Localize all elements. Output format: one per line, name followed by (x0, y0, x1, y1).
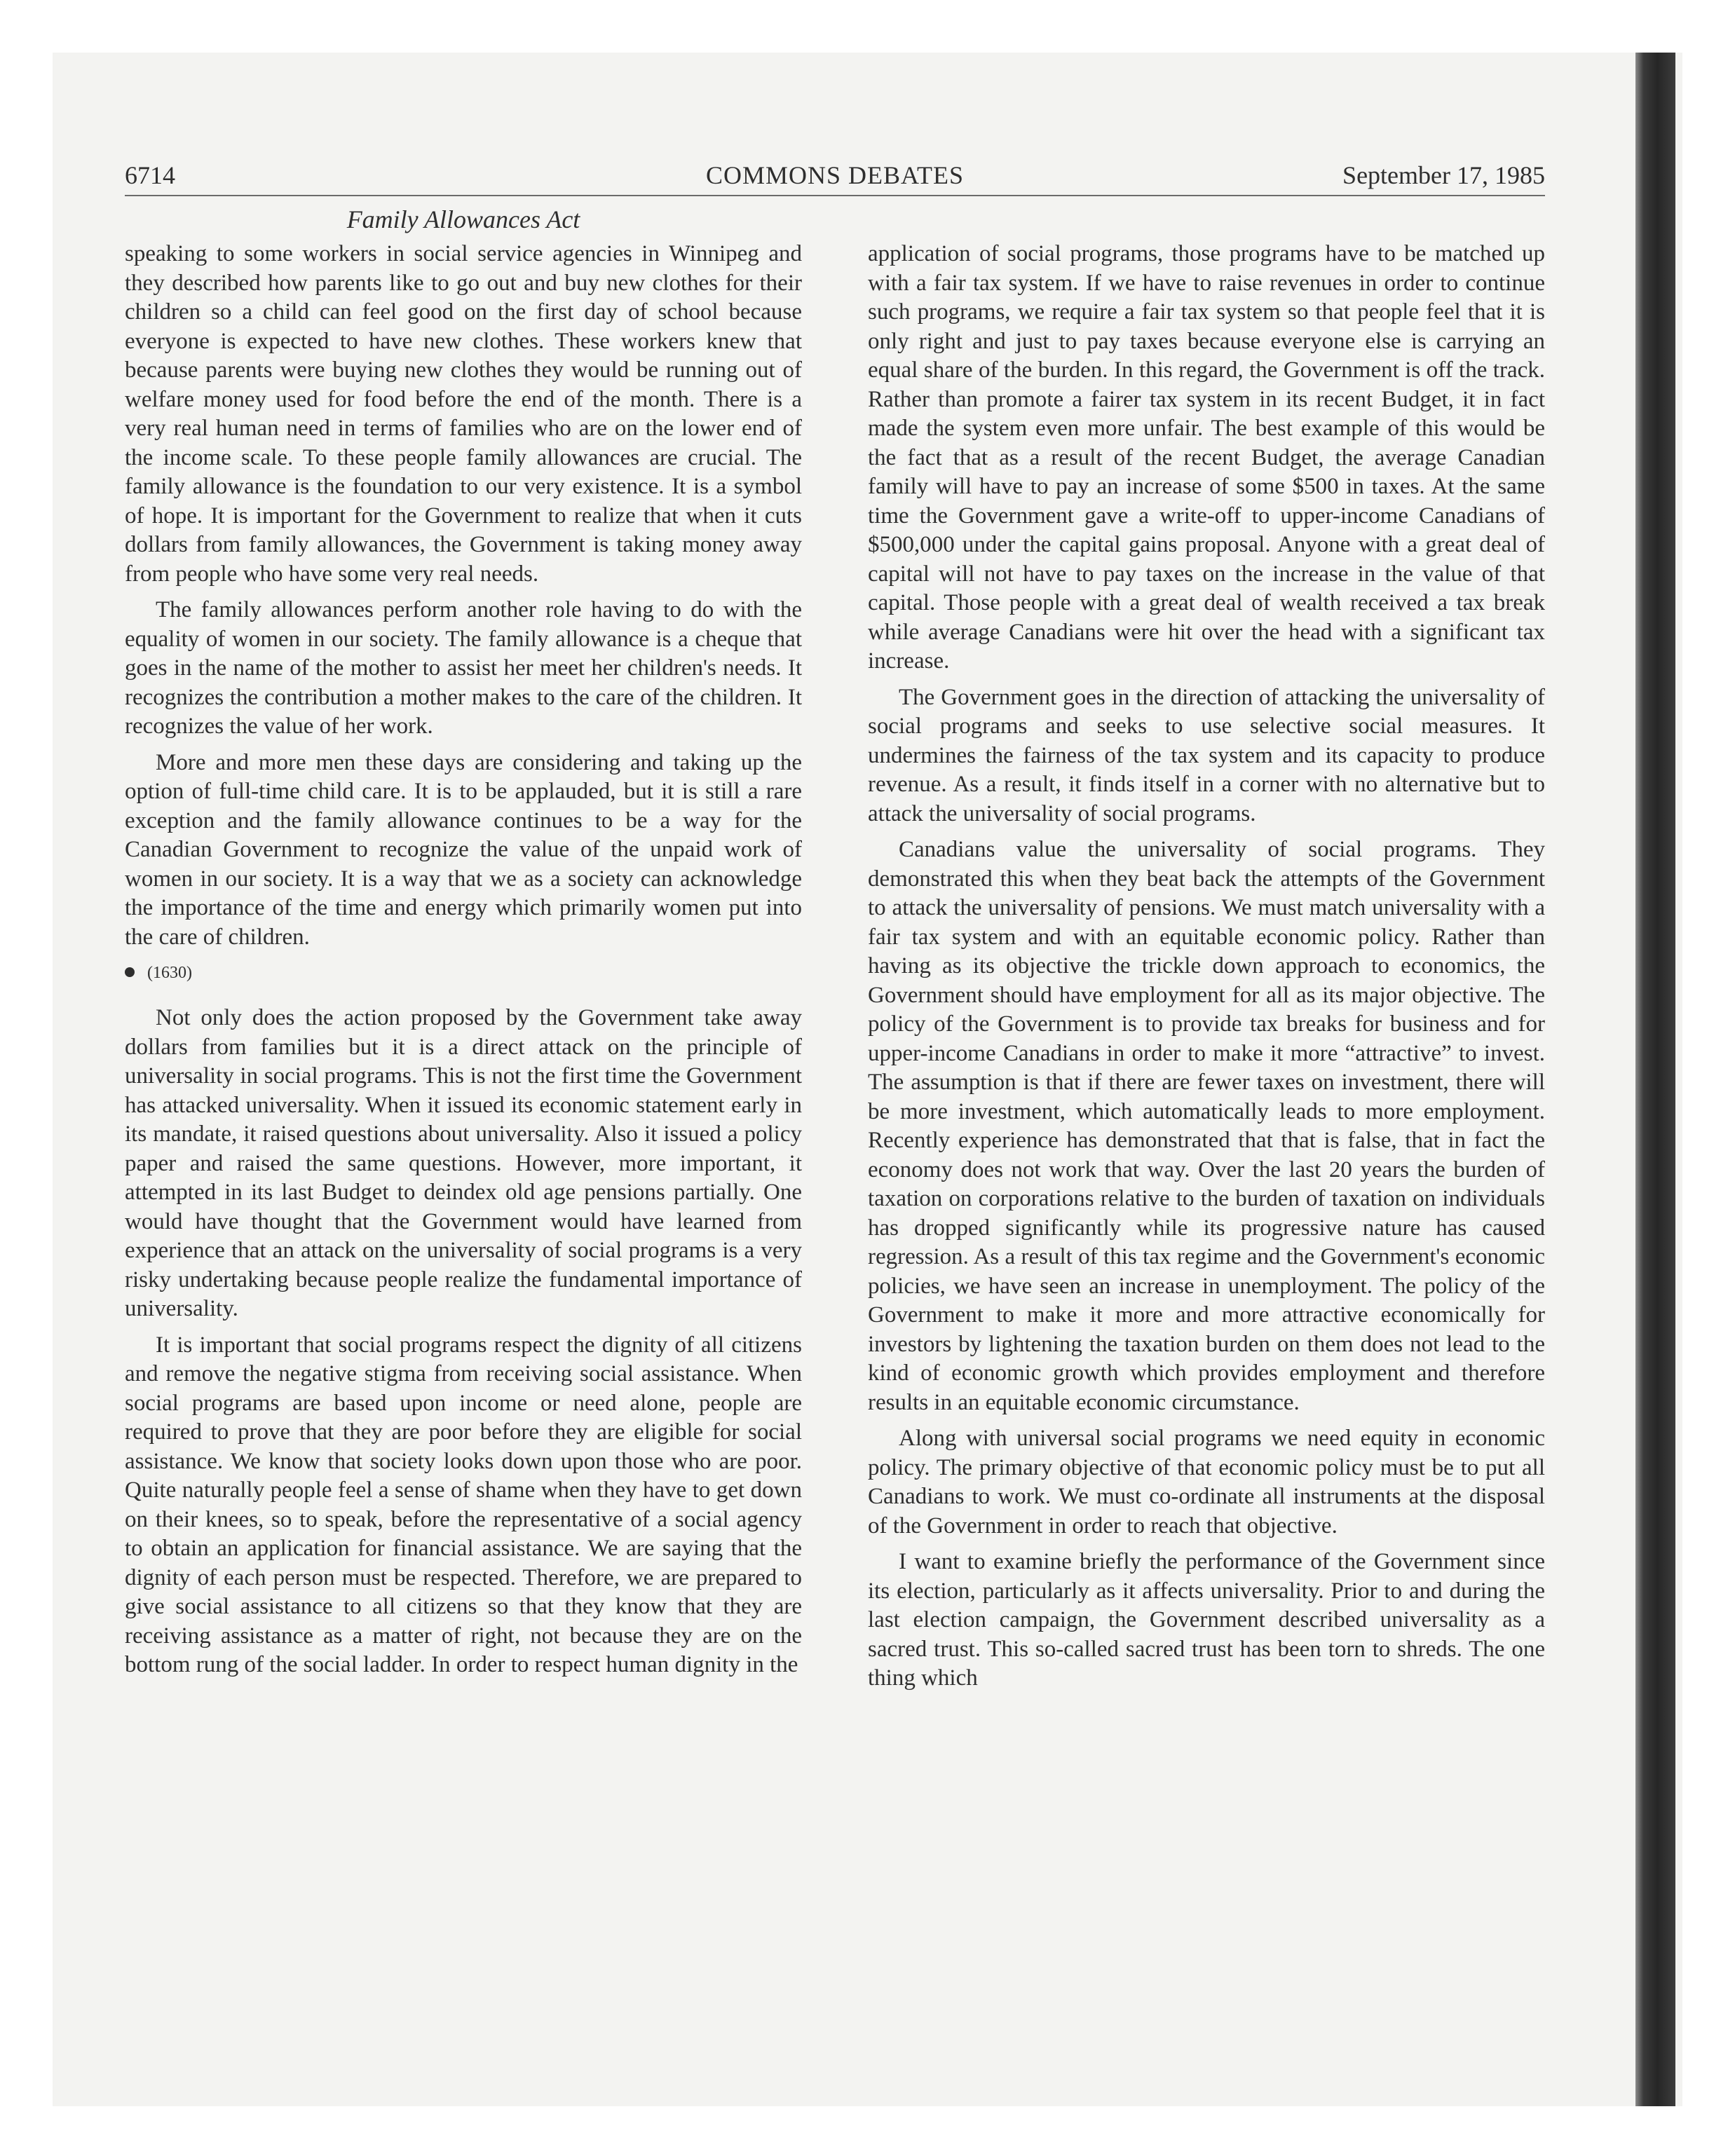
paragraph: speaking to some workers in social service agencies in Winnipeg and they described how parents like to go out and buy new clothes for their children so a child can feel good on the first day of school because everyone is expected to have new clothes. These workers knew that because parents were buying new clothes they would be running out of welfare money used for food before the end of the month. There is a very real human need in terms of families who are on the lower end of the income scale. To these people family allowances are crucial. The family allowance is the foundation to our very existence. It is a symbol of hope. It is important for the Government to realize that when it cuts dollars from family allowances, the Government is taking money away from people who have some very real needs. (125, 241, 802, 587)
paragraph: The family allowances perform another role having to do with the equality of women in our society. The family allowance is a cheque that goes in the name of the mother to assist her meet her children's needs. It recognizes the contribution a mother makes to the care of the children. It recognizes the value of her work. (125, 597, 802, 739)
left-column (125, 240, 802, 1700)
page-number: 6714 (125, 161, 175, 189)
paragraph: It is important that social programs respect the dignity of all citizens and remove the negative stigma from receiving social assistance. When social programs are based upon income or need alone, people are required to prove that they are poor before they are eligible for social assistance. We know that society looks down upon those who are poor. Quite naturally people feel a sense of shame when they have to get down on their knees, so to speak, before the representative of a social agency to obtain an application for financial assistance. We are saying that the dignity of each person must be respected. Therefore, we are prepared to give social assistance to all citizens so that they know that they are receiving assistance as a matter of right, not because they are on the bottom rung of the social ladder. In order to respect human dignity in the (125, 1332, 802, 1677)
time-marker (125, 959, 802, 987)
section-title: Family Allowances Act (346, 205, 580, 233)
paragraph: Canadians value the universality of social programs. They demonstrated this when they beat back the attempts of the Government to attack the universality of pensions. We must match universality with a fair tax system and with an equitable economic policy. Rather than having as its objective the trickle down approach to economics, the Government should have employment for all as its major objective. The policy of the Government is to provide tax breaks for business and for upper-income Canadians in order to make it more “attractive” to invest. The assumption is that if there are fewer taxes on investment, there will be more investment, which automatically leads to more employment. Recently experience has demonstrated that that is false, that in fact the economy does not work that way. Over the last 20 years the burden of taxation on corporations relative to the burden of taxation on individuals has dropped significantly while its progressive nature has caused regression. As a result of this tax regime and the Government's economic policies, we have seen an increase in unemployment. The policy of the Government to make it more and more attractive economically for investors by lightening the taxation burden on them does not lead to the kind of economic growth which provides employment and therefore results in an equitable economic circumstance. (868, 837, 1545, 1415)
journal-title: COMMONS DEBATES (705, 161, 965, 189)
text-columns (125, 240, 1545, 1700)
paragraph: application of social programs, those programs have to be matched up with a fair tax system. If we have to raise revenues in order to continue such programs, we require a fair tax system so that people feel that it is only right and just to pay taxes because everyone else is carrying an equal share of the burden. In this regard, the Government is off the track. Rather than promote a fairer tax system in its recent Budget, it in fact made the system even more unfair. The best example of this would be the fact that as a result of the recent Budget, the average Canadian family will have to pay an increase of some $500 in taxes. At the same time the Government gave a write-off to upper-income Canadians of $500,000 under the capital gains proposal. Anyone with a great deal of capital will not have to pay taxes on the increase in the value of that capital. Those people with a great deal of wealth received a tax break while average Canadians were hit over the head with a significant tax increase. (868, 241, 1545, 674)
binding-edge-shadow (1635, 53, 1675, 2106)
time-marker-label: (1630) (147, 964, 192, 982)
paragraph: Along with universal social programs we need equity in economic policy. The primary objective of that economic policy must be to put all Canadians to work. We must co-ordinate all instruments at the disposal of the Government in order to reach that objective. (868, 1426, 1545, 1538)
paragraph: The Government goes in the direction of attacking the universality of social programs and seeks to use selective social measures. It undermines the fairness of the tax system and its capacity to produce revenue. As a result, it finds itself in a corner with no alternative but to attack the universality of social programs. (868, 684, 1545, 826)
header-date: September 17, 1985 (1342, 161, 1545, 189)
right-column (868, 240, 1545, 1700)
running-header (125, 160, 1545, 196)
page-content (125, 160, 1545, 1700)
paragraph: I want to examine briefly the performance of the Government since its election, particularly as it affects universality. Prior to and during the last election campaign, the Government described universality as a sacred trust. This so-called sacred trust has been torn to shreds. The one thing which (868, 1549, 1545, 1691)
paragraph: More and more men these days are considering and taking up the option of full-time child care. It is to be applauded, but it is still a rare exception and the family allowance continues to be a way for the Canadian Government to recognize the value of the unpaid work of women in our society. It is a way that we as a society can acknowledge the importance of the time and energy which primarily women put into the care of children. (125, 749, 802, 950)
bullet-icon (125, 967, 135, 977)
paragraph: Not only does the action proposed by the Government take away dollars from families but it is a direct attack on the principle of universality in social programs. This is not the first time the Government has attacked universality. When it issued its economic statement early in its mandate, it raised questions about universality. Also it issued a policy paper and raised the same questions. However, more important, it attempted in its last Budget to deindex old age pensions partially. One would have thought that the Government would have learned from experience that an attack on the universality of social programs is a very risky undertaking because people realize the fundamental importance of universality. (125, 1005, 802, 1321)
